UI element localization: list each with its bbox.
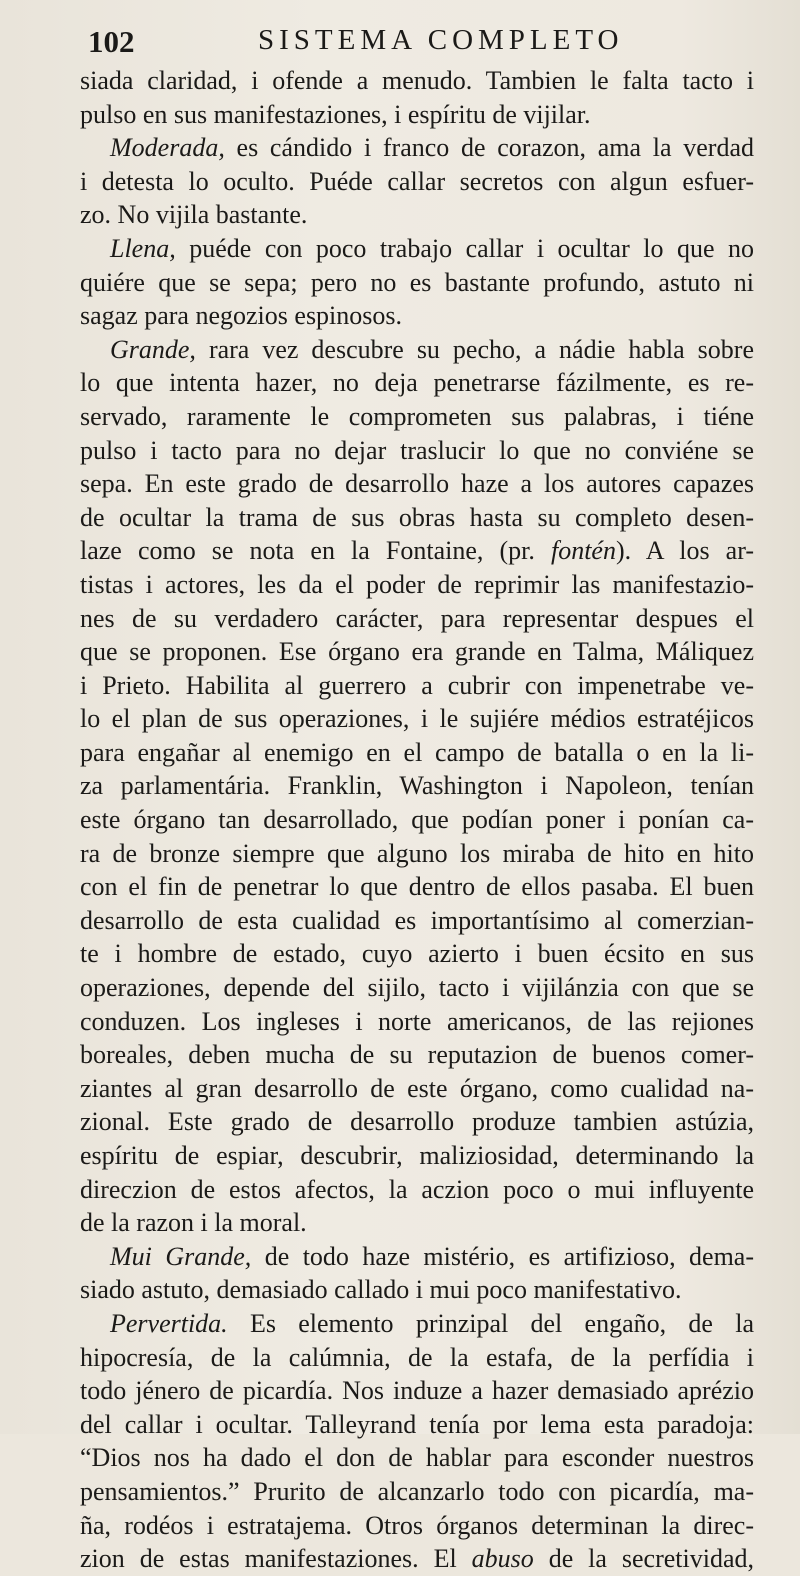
italic-term: Pervertida. — [110, 1308, 228, 1338]
text-line: i detesta lo oculto. Puéde callar secretos con algun esfuer- — [80, 166, 754, 196]
text-line: este órgano tan desarrollado, que podían poner i ponían ca- — [80, 805, 754, 835]
text-line — [80, 131, 754, 165]
text-line: ra de bronze siempre que alguno los miraba de hito en hito — [80, 838, 754, 868]
text-line: ziantes al gran desarrollo de este órgano, como cualidad na- — [80, 1073, 754, 1103]
italic-term: abuso — [471, 1544, 534, 1574]
text-line: servado, raramente le comprometen sus palabras, i tiéne — [80, 401, 754, 431]
text-line: direczion de estos afectos, la aczion poco o mui influyente — [80, 1174, 754, 1204]
text-line — [80, 232, 754, 266]
text-line: del callar i ocultar. Talleyrand tenía por lema esta paradoja: — [80, 1409, 754, 1439]
text-line: za parlamentária. Franklin, Washington i Napoleon, tenían — [80, 771, 754, 801]
italic-term: Grande, — [110, 334, 196, 364]
text-line — [80, 1240, 754, 1274]
page-header — [88, 24, 728, 64]
text-line: zional. Este grado de desarrollo produze tambien astúzia, — [80, 1107, 754, 1137]
text-run: es cándido i franco de corazon, ama la verdad — [224, 133, 754, 163]
text-line: de la razon i la moral. — [80, 1208, 307, 1238]
text-line: i Prieto. Habilita al guerrero a cubrir con impenetrabe ve- — [80, 670, 754, 700]
text-line: siada claridad, i ofende a menudo. Tambien le falta tacto i — [80, 66, 754, 95]
text-line: “Dios nos ha dado el don de hablar para esconder nuestros — [80, 1443, 754, 1473]
text-run: rara vez descubre su pecho, a nádie habla sobre — [195, 334, 754, 364]
text-line: que se proponen. Ese órgano era grande en Talma, Máliquez — [80, 637, 754, 667]
text-line: con el fin de penetrar lo que dentro de ellos pasaba. El buen — [80, 872, 754, 902]
text-line — [80, 1542, 754, 1576]
text-line: espíritu de espiar, descubrir, maliziosidad, determinando la — [80, 1141, 754, 1170]
text-line: pulso i tacto para no dejar traslucir lo que no conviéne se — [80, 435, 754, 465]
text-line: ña, rodéos i estratajema. Otros órganos determinan la direc- — [80, 1510, 754, 1540]
text-line: pensamientos.” Prurito de alcanzarlo todo con picardía, ma- — [80, 1476, 754, 1506]
text-line: hipocresía, de la calúmnia, de la estafa, de la perfídia i — [80, 1342, 754, 1372]
text-line: desarrollo de esta cualidad es importantísimo al comerzian- — [80, 905, 754, 935]
italic-term: Mui Grande, — [110, 1241, 252, 1271]
text-line: sepa. En este grado de desarrollo haze a los autores capazes — [80, 469, 754, 499]
text-line — [80, 333, 754, 367]
text-line: pulso en sus manifestaziones, i espíritu de vijilar. — [80, 99, 591, 129]
text-run: Es elemento prinzipal del engaño, de la — [227, 1308, 754, 1338]
text-line — [80, 534, 754, 568]
italic-term: Llena, — [110, 233, 176, 263]
text-run: laze como se nota en la Fontaine, (pr. — [80, 536, 551, 566]
text-line: para engañar al enemigo en el campo de batalla o en la li- — [80, 737, 754, 767]
text-line: lo el plan de sus operaziones, i le sujiére médios estratéjicos — [80, 704, 754, 734]
page-number: 102 — [88, 24, 135, 59]
running-title: SISTEMA COMPLETO — [258, 24, 624, 56]
italic-term: Moderada, — [110, 133, 225, 163]
text-line: te i hombre de estado, cuyo azierto i buen écsito en sus — [80, 939, 754, 969]
italic-term: fontén — [550, 536, 616, 566]
text-run: de la secretividad, — [533, 1544, 754, 1574]
text-line: todo jénero de picardía. Nos induze a hazer demasiado aprézio — [80, 1376, 754, 1406]
text-line: lo que intenta hazer, no deja penetrarse fázilmente, es re- — [80, 368, 754, 398]
text-line: boreales, deben mucha de su reputazion de buenos comer- — [80, 1040, 754, 1070]
text-line: siado astuto, demasiado callado i mui poco manifestativo. — [80, 1275, 682, 1305]
text-line — [80, 1307, 754, 1341]
body-text — [80, 64, 754, 1576]
text-line: conduzen. Los ingleses i norte americanos, de las rejiones — [80, 1006, 754, 1036]
text-line: tistas i actores, les da el poder de reprimir las manifestazio- — [80, 569, 754, 599]
text-line: nes de su verdadero carácter, para representar despues el — [80, 603, 754, 633]
text-run: ). A los ar- — [615, 536, 754, 566]
text-run: zion de estas manifestaziones. El — [80, 1544, 472, 1574]
text-line: de ocultar la trama de sus obras hasta su completo desen- — [80, 502, 754, 532]
text-line: operaziones, depende del sijilo, tacto i vijilánzia con que se — [80, 973, 754, 1003]
text-line: quiére que se sepa; pero no es bastante profundo, astuto ni — [80, 267, 754, 297]
text-line: zo. No vijila bastante. — [80, 200, 308, 230]
text-line: sagaz para negozios espinosos. — [80, 301, 403, 331]
text-run: puéde con poco trabajo callar i ocultar lo que no — [175, 233, 754, 263]
text-run: de todo haze mistério, es artifizioso, dema- — [251, 1241, 754, 1271]
